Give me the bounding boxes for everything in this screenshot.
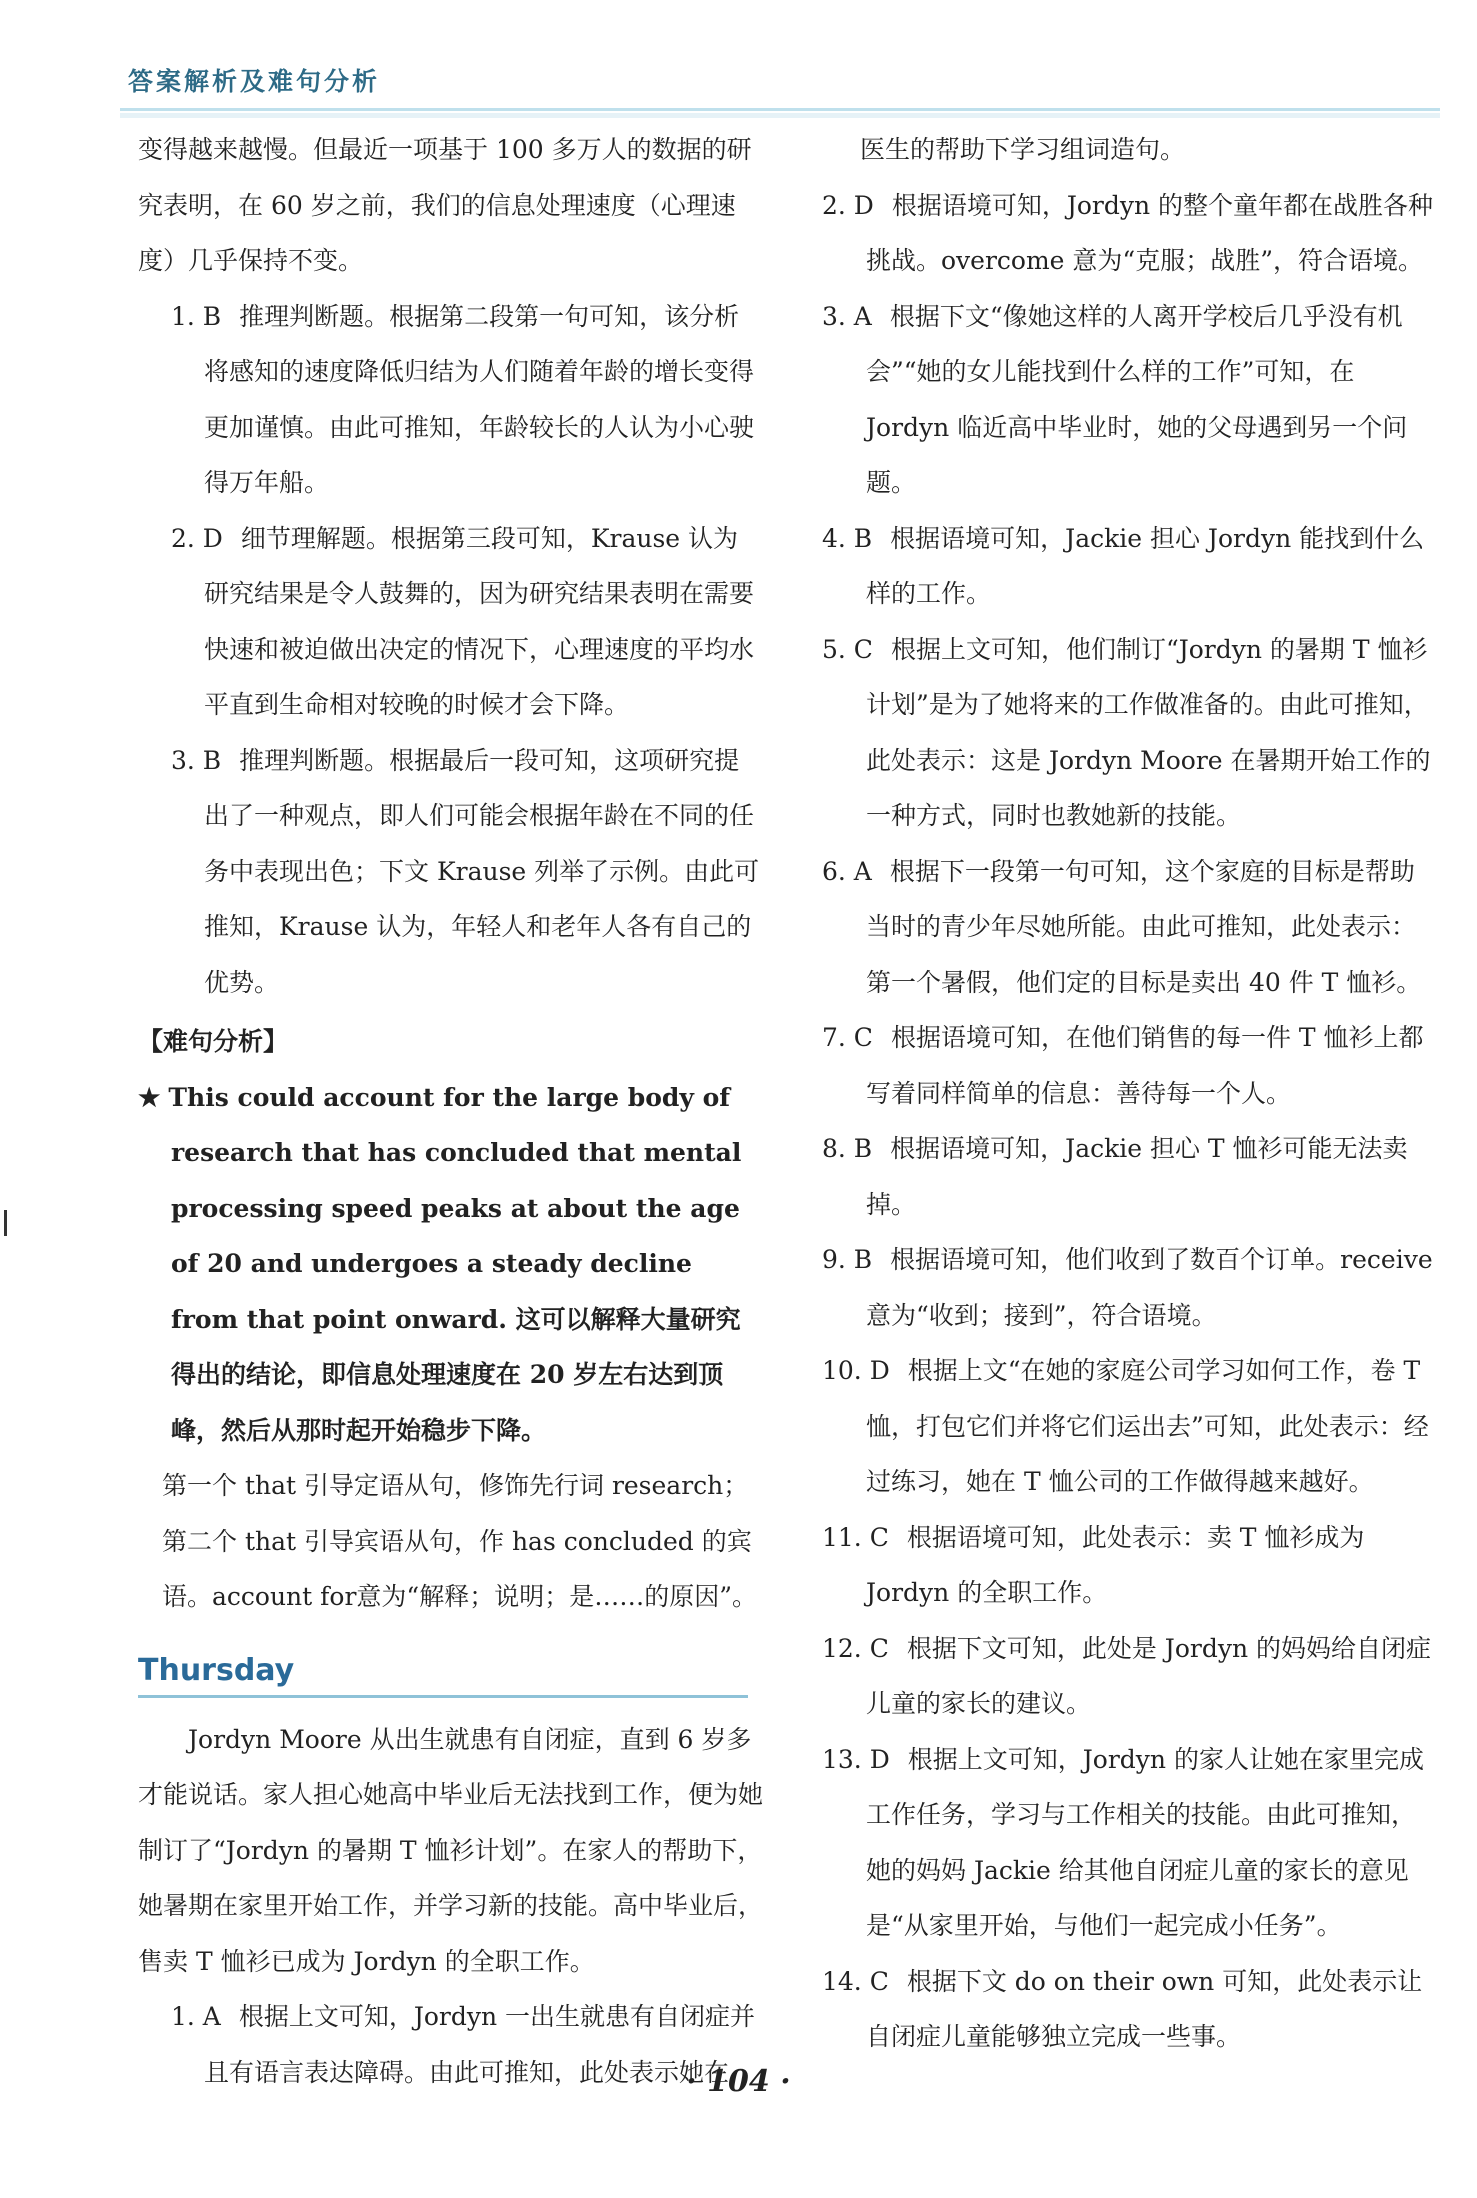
difficult-sentence <box>138 1070 763 1459</box>
answer-item: 6. A 根据下一段第一句可知，这个家庭的目标是帮助当时的青少年尽她所能。由此可推知，此处表示：第一个暑假，他们定的目标是卖出 40 件 T 恤衫。 <box>822 856 1422 997</box>
answer-item: 3. B 推理判断题。根据最后一段可知，这项研究提出了一种观点，即人们可能会根据年龄在不同的任务中表现出色；下文 Krause 列举了示例。由此可推知，Krause 认为，年轻人和老年人各有自己的优势。 <box>171 745 760 997</box>
section-title: 【难句分析】 <box>138 1027 289 1056</box>
intro-paragraph: 变得越来越慢。但最近一项基于 100 多万人的数据的研究表明，在 60 岁之前，我们的信息处理速度（心理速度）几乎保持不变。 <box>138 135 752 275</box>
right-column <box>822 122 1437 2120</box>
answer-item: 2. D 根据语境可知，Jordyn 的整个童年都在战胜各种挑战。overcome 意为“克服；战胜”，符合语境。 <box>822 190 1434 275</box>
header-rule <box>120 108 1440 118</box>
answer-item: 4. B 根据语境可知，Jackie 担心 Jordyn 能找到什么样的工作。 <box>822 523 1425 608</box>
answer-item: 1. B 推理判断题。根据第二段第一句可知，该分析将感知的速度降低归结为人们随着年龄的增长变得更加谨慎。由此可推知，年龄较长的人认为小心驶得万年船。 <box>171 301 755 497</box>
answer-item: 12. C 根据下文可知，此处是 Jordyn 的妈妈给自闭症儿童的家长的建议。 <box>822 1633 1431 1718</box>
running-header: 答案解析及难句分析 <box>128 67 381 96</box>
answer-item: 14. C 根据下文 do on their own 可知，此处表示让自闭症儿童能够独立完成一些事。 <box>822 1966 1423 2051</box>
answer-item: 9. B 根据语境可知，他们收到了数百个订单。receive 意为“收到；接到”，符合语境。 <box>822 1245 1433 1330</box>
answer-item: 13. D 根据上文可知，Jordyn 的家人让她在家里完成工作任务，学习与工作相关的技能。由此可推知，她的妈妈 Jackie 给其他自闭症儿童的家长的意见是“从家里开始，与他们一起完成小任务”。 <box>822 1744 1424 1940</box>
answer-item: 2. D 细节理解题。根据第三段可知，Krause 认为研究结果是令人鼓舞的，因为研究结果表明在需要快速和被迫做出决定的情况下，心理速度的平均水平直到生命相对较晚的时候才会下降。 <box>171 523 755 719</box>
sentence-translation: 这可以解释大量研究得出的结论，即信息处理速度在 20 岁左右达到顶峰，然后从那时起开始稳步下降。 <box>171 1304 741 1445</box>
answer-item: 10. D 根据上文“在她的家庭公司学习如何工作，卷 T 恤，打包它们并将它们运出去”可知，此处表示：经过练习，她在 T 恤公司的工作做得越来越好。 <box>822 1356 1429 1496</box>
answer-item: 1. A 根据上文可知，Jordyn 一出生就患有自闭症并且有语言表达障碍。由此可推知，此处表示她在 <box>171 2002 756 2087</box>
sentence-english: This could account for the large body of research that has concluded that mental processing speed peaks at about the age of 20 and undergoes a steady decline from that point onward. <box>168 1082 742 1334</box>
day-heading: Thursday <box>138 1652 295 1688</box>
answer-item: 7. C 根据语境可知，在他们销售的每一件 T 恤衫上都写着同样简单的信息：善待每一个人。 <box>822 1023 1424 1108</box>
passage-summary: Jordyn Moore 从出生就患有自闭症，直到 6 岁多才能说话。家人担心她高中毕业后无法找到工作，便为她制订了“Jordyn 的暑期 T 恤衫计划”。在家人的帮助下，她暑期在家里开始工作，并学习新的技能。高中毕业后，售卖 T 恤衫已成为 Jordyn 的全职工作。 <box>138 1724 764 1976</box>
continued-text: 医生的帮助下学习组词造句。 <box>860 135 1186 164</box>
answer-item: 11. C 根据语境可知，此处表示：卖 T 恤衫成为 Jordyn 的全职工作。 <box>822 1522 1365 1607</box>
answer-item: 3. A 根据下文“像她这样的人离开学校后几乎没有机会”“她的女儿能找到什么样的工作”可知，在 Jordyn 临近高中毕业时，她的父母遇到另一个问题。 <box>822 301 1408 497</box>
day-heading-rule <box>138 1695 748 1698</box>
page-number: · 104 · <box>686 2064 791 2099</box>
grammar-note: 第一个 that 引导定语从句，修饰先行词 research；第二个 that 引导宾语从句，作 has concluded 的宾语。account for意为“解释；说明；是……的原因”。 <box>162 1471 757 1611</box>
answer-item: 5. C 根据上文可知，他们制订“Jordyn 的暑期 T 恤衫计划”是为了她将来的工作做准备的。由此可推知，此处表示：这是 Jordyn Moore 在暑期开始工作的一种方式，同时也教她新的技能。 <box>822 634 1431 830</box>
star-icon: ★ <box>138 1082 161 1112</box>
left-column <box>138 122 763 2100</box>
answer-item: 8. B 根据语境可知，Jackie 担心 T 恤衫可能无法卖掉。 <box>822 1134 1408 1219</box>
scan-edge-mark <box>4 1210 7 1236</box>
